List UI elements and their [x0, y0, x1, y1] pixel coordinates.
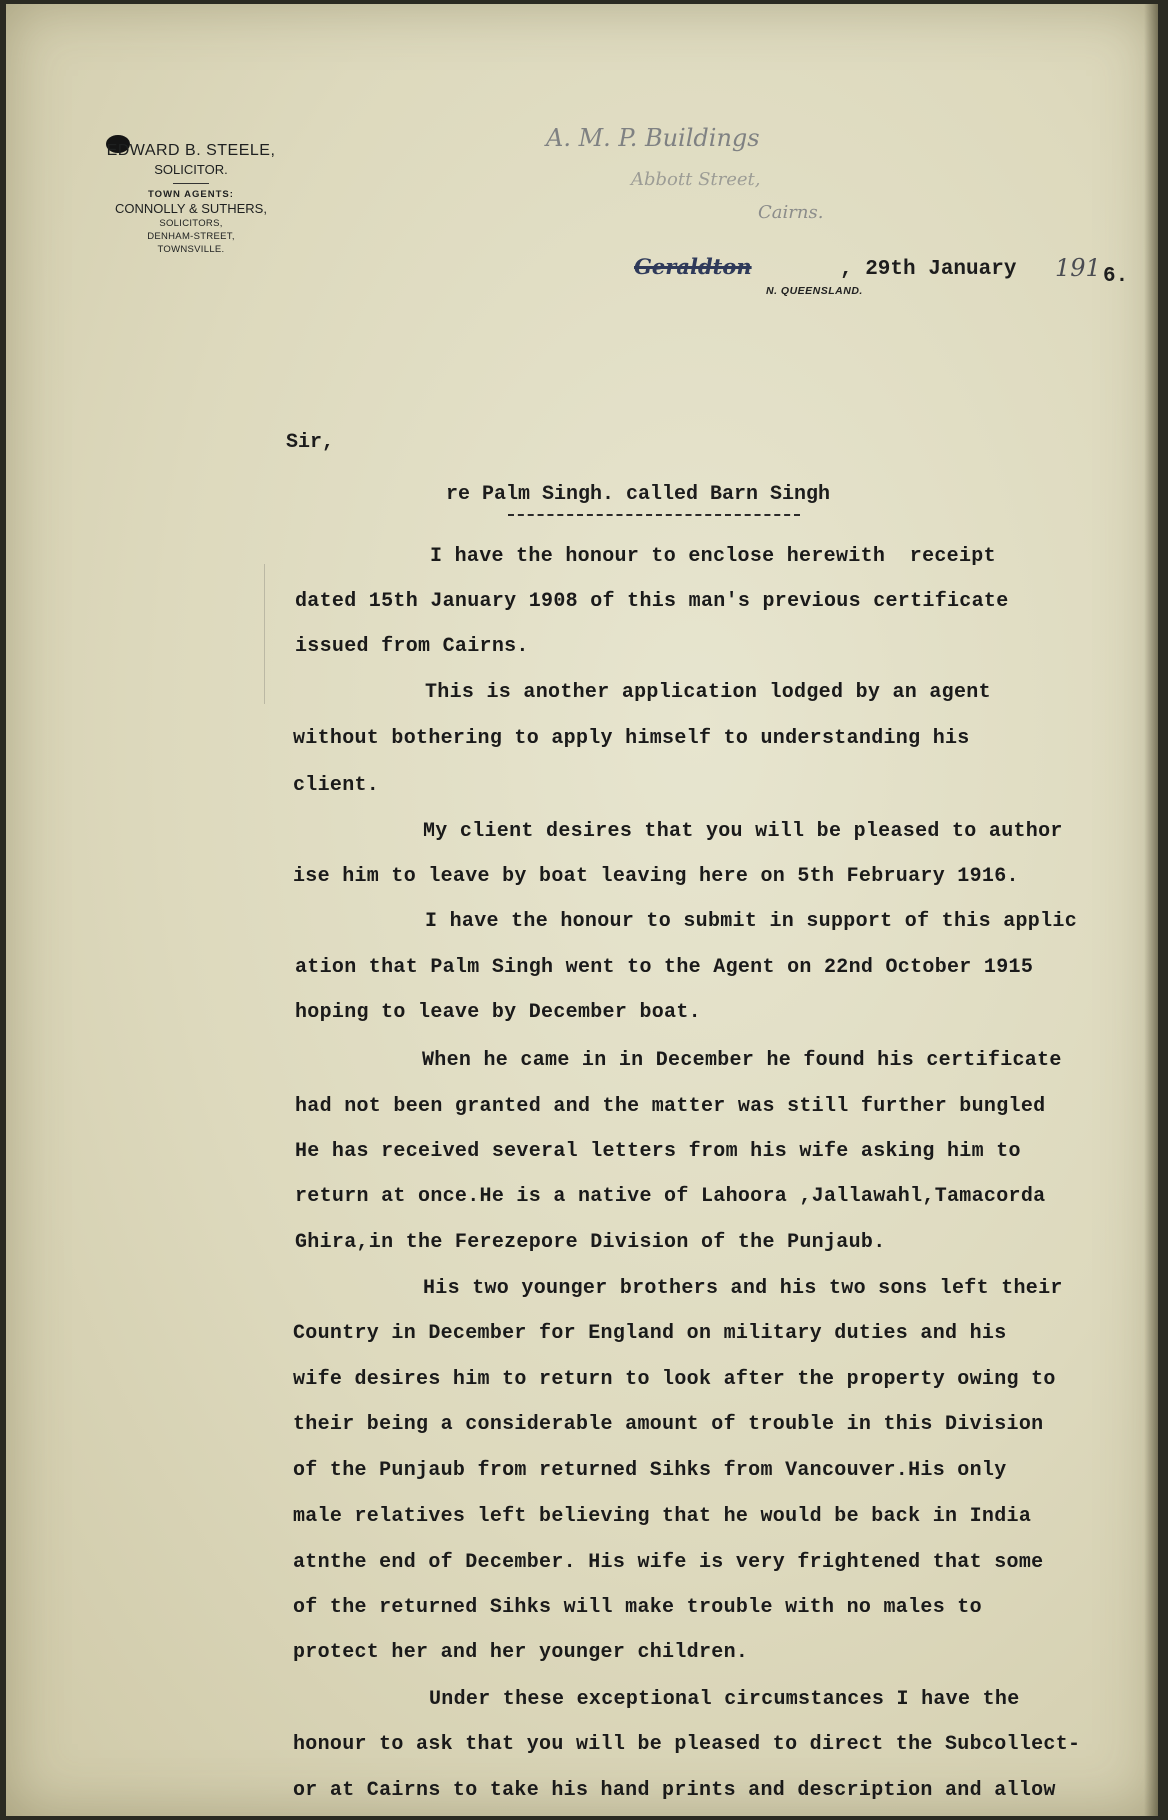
body-line: of the returned Sihks will make trouble with no males to — [293, 1596, 982, 1619]
body-line: I have the honour to submit in support of this applic — [425, 910, 1078, 933]
body-line: male relatives left believing that he would be back in India — [293, 1505, 1032, 1528]
body-line: wife desires him to return to look after the property owing to — [293, 1368, 1056, 1391]
handwritten-address-3: Cairns. — [758, 202, 824, 223]
body-line: This is another application lodged by an agent — [425, 681, 991, 704]
subject-underline — [508, 514, 800, 516]
body-line: their being a considerable amount of trouble in this Division — [293, 1413, 1044, 1436]
body-line: issued from Cairns. — [295, 635, 529, 658]
body-line: Country in December for England on military duties and his — [293, 1322, 1007, 1345]
letterhead-rule — [173, 183, 209, 184]
handwritten-address-2: Abbott Street, — [631, 169, 761, 190]
body-line: or at Cairns to take his hand prints and description and allow — [293, 1779, 1056, 1802]
body-line: client. — [293, 774, 380, 797]
page-edge-shadow — [1144, 4, 1158, 1816]
letterhead-street: DENHAM-STREET, — [147, 231, 235, 242]
margin-mark — [264, 564, 265, 704]
salutation: Sir, — [286, 431, 335, 454]
date-line: , 29th January — [840, 258, 1017, 281]
letterhead-firm: CONNOLLY & SUTHERS, — [115, 201, 267, 216]
letterhead-town: TOWNSVILLE. — [157, 244, 225, 255]
body-line: ise him to leave by boat leaving here on 5th February 1916. — [293, 865, 1019, 888]
subject-line: re Palm Singh. called Barn Singh — [446, 483, 831, 506]
body-line: honour to ask that you will be pleased to direct the Subcollect- — [293, 1733, 1081, 1756]
struck-place-name: Geraldton — [634, 254, 752, 279]
body-line: His two younger brothers and his two sons left their — [423, 1277, 1063, 1300]
handwritten-address-1: A. M. P. Buildings — [546, 124, 760, 152]
letterhead-title: SOLICITOR. — [154, 162, 228, 177]
letter-page — [6, 4, 1158, 1816]
body-line: My client desires that you will be pleased to author — [423, 820, 1063, 843]
printed-place: N. QUEENSLAND. — [766, 285, 863, 297]
body-line: without bothering to apply himself to understanding his — [293, 727, 970, 750]
letterhead-name: EDWARD B. STEELE, — [106, 142, 276, 159]
body-line: dated 15th January 1908 of this man's previous certificate — [295, 590, 1009, 613]
body-line: hoping to leave by December boat. — [295, 1001, 701, 1024]
body-line: ation that Palm Singh went to the Agent on 22nd October 1915 — [295, 956, 1034, 979]
body-line: I have the honour to enclose herewith receipt — [430, 545, 996, 568]
handwritten-year: 191 — [1055, 254, 1101, 282]
body-line: He has received several letters from his wife asking him to — [295, 1140, 1021, 1163]
year-digit: 6. — [1103, 265, 1129, 288]
letterhead — [66, 142, 316, 255]
body-line: When he came in in December he found his certificate — [422, 1049, 1062, 1072]
body-line: Ghira,in the Ferezepore Division of the Punjaub. — [295, 1231, 886, 1254]
body-line: Under these exceptional circumstances I have the — [429, 1688, 1020, 1711]
body-line: return at once.He is a native of Lahoora ,Jallawahl,Tamacorda — [295, 1185, 1046, 1208]
body-line: had not been granted and the matter was still further bungled — [295, 1095, 1046, 1118]
body-line: of the Punjaub from returned Sihks from Vancouver.His only — [293, 1459, 1007, 1482]
body-line: atnthe end of December. His wife is very frightened that some — [293, 1551, 1044, 1574]
letterhead-firm-title: SOLICITORS, — [159, 218, 223, 229]
body-line: protect her and her younger children. — [293, 1641, 749, 1664]
letterhead-agents-label: TOWN AGENTS: — [148, 189, 234, 200]
